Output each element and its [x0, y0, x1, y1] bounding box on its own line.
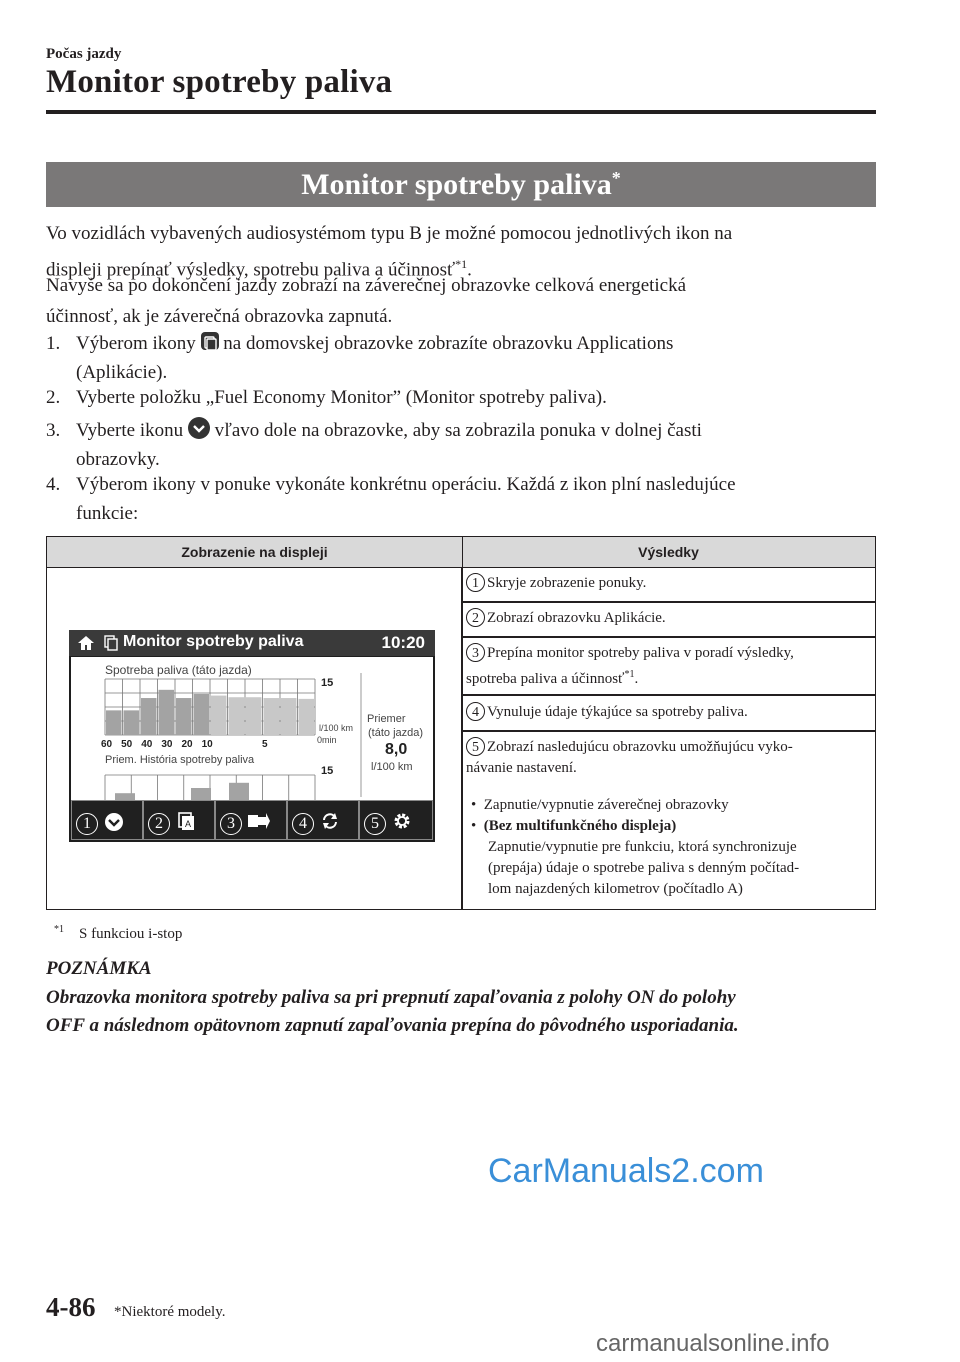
intro-paragraph-2 — [46, 270, 876, 332]
row-divider — [463, 636, 875, 638]
applications-icon — [103, 635, 119, 651]
screen-clock: 10:20 — [381, 633, 425, 652]
step-text: (Aplikácie). — [76, 362, 168, 383]
x-tick-label: 60 — [101, 739, 113, 750]
intro-line: účinnosť, ak je záverečná obrazovka zapnutá. — [46, 306, 393, 327]
cell-text: spotreba paliva a účinnosť — [466, 671, 625, 687]
cell-text: Zobrazí nasledujúcu obrazovku umožňujúcu vyko- — [487, 739, 793, 755]
row-divider — [463, 601, 875, 603]
step-number: 3. — [46, 420, 61, 441]
screen-panel — [71, 657, 433, 802]
y-max-label: 15 — [321, 677, 334, 689]
step-text: na domovskej obrazovke zobrazíte obrazovku Applications — [223, 333, 674, 354]
table-row — [463, 737, 875, 779]
history-bar — [229, 783, 249, 801]
step-text: Výberom ikony v ponuke vykonáte konkrétnu operáciu. Každá z ikon plní nasledujúce — [76, 474, 736, 495]
x-tick-label: 50 — [121, 739, 133, 750]
footnote-ref: *1 — [624, 669, 635, 680]
home-icon — [77, 634, 95, 652]
row-divider — [463, 730, 875, 732]
section-title-mark: * — [611, 168, 621, 188]
column-header: Výsledky — [638, 544, 699, 560]
x-tick-label: 10 — [201, 739, 213, 750]
cell-text: Zobrazí obrazovku Aplikácie. — [487, 610, 666, 626]
average-sublabel: (táto jazda) — [368, 727, 424, 739]
consumption-bar — [264, 698, 280, 735]
chart-label: Spotreba paliva (táto jazda) — [105, 663, 252, 677]
consumption-bar — [159, 690, 175, 735]
bullet-subtext: lom najazdených kilometrov (počítadlo A) — [488, 881, 743, 897]
step-text: funkcie: — [76, 503, 139, 524]
callout-number: 2 — [466, 608, 485, 627]
reset-icon — [320, 811, 340, 831]
note-line: OFF a následnom opätovnom zapnutí zapaľovania prepína do pôvodného usporiadania. — [46, 1015, 739, 1036]
intro-text: . — [467, 259, 472, 281]
section-title: Monitor spotreby paliva — [301, 168, 612, 201]
column-header: Zobrazenie na displeji — [47, 537, 463, 567]
average-value: 8,0 — [385, 741, 408, 758]
switch-view-button[interactable] — [215, 800, 287, 840]
watermark: CarManuals2.com — [488, 1152, 764, 1190]
applications-button[interactable] — [143, 800, 215, 840]
heading-rule — [46, 110, 876, 114]
step-text: vľavo dole na obrazovke, aby sa zobrazila ponuka v dolnej časti — [214, 420, 702, 441]
history-y-max-label: 15 — [321, 765, 334, 777]
consumption-bar — [281, 698, 297, 735]
intro-line: Navyše sa po dokončení jazdy zobrazí na záverečnej obrazovke celková energetická — [46, 275, 687, 296]
callout-number: 3 — [466, 643, 485, 662]
consumption-bar — [141, 698, 157, 735]
cell-text: návanie nastavení. — [466, 760, 577, 776]
page-title: Monitor spotreby paliva — [46, 64, 393, 100]
bullet-subtext: (prepája) údaje o spotrebe paliva s denným počítad- — [488, 860, 800, 876]
section-banner — [46, 162, 876, 207]
callout-number: 1 — [466, 573, 485, 592]
step-number: 2. — [46, 387, 61, 408]
x-tick-label: 30 — [161, 739, 173, 750]
footnote — [54, 924, 182, 943]
table-row — [463, 608, 875, 629]
callout-number: 3 — [220, 813, 242, 835]
table-row — [463, 643, 875, 690]
footnote-ref: *1 — [54, 924, 64, 935]
note-text — [46, 984, 876, 1040]
step-text: Vyberte položku „Fuel Economy Monitor” (Monitor spotreby paliva). — [76, 387, 607, 408]
table-row — [463, 702, 875, 723]
bullet-item — [471, 816, 883, 837]
cell-text: Skryje zobrazenie ponuky. — [487, 575, 647, 591]
zero-label: 0min — [317, 735, 337, 745]
bullet-item — [471, 795, 883, 816]
step-number: 4. — [46, 474, 61, 495]
consumption-bar — [211, 696, 227, 735]
note-title: POZNÁMKA — [46, 958, 152, 979]
footnote-text: S funkciou i-stop — [79, 926, 183, 942]
screen-title: Monitor spotreby paliva — [123, 633, 304, 650]
x-tick-label: 40 — [141, 739, 153, 750]
average-label: Priemer — [367, 713, 406, 725]
footnote-ref: *1 — [455, 257, 468, 271]
intro-line: Vo vozidlách vybavených audiosystémom typu B je možné pomocou jednotlivých ikon na — [46, 223, 733, 244]
unit-label: l/100 km — [319, 723, 354, 733]
consumption-bar — [299, 699, 315, 735]
bullet-subtext: Zapnutie/vypnutie pre funkciu, ktorá synchronizuje — [488, 839, 797, 855]
bullet-text: Zapnutie/vypnutie záverečnej obrazovky — [483, 797, 729, 813]
cell-text: Prepína monitor spotreby paliva v poradí výsledky, — [487, 645, 794, 661]
screen-header — [69, 630, 435, 656]
chevron-down-icon — [188, 417, 210, 439]
consumption-bar — [106, 710, 122, 735]
display-illustration — [69, 630, 435, 842]
site-watermark: carmanualsonline.info — [596, 1330, 830, 1357]
bullet-mark: • — [471, 797, 477, 813]
table-row — [463, 573, 875, 594]
consumption-bar — [176, 698, 192, 735]
step-text: Výberom ikony — [76, 333, 196, 354]
chevron-down-icon — [104, 812, 124, 832]
bullet-mark: • — [471, 818, 477, 834]
settings-button[interactable] — [359, 800, 433, 840]
callout-number: 2 — [148, 813, 170, 835]
x-tick-label: 20 — [181, 739, 193, 750]
average-unit: l/100 km — [371, 761, 413, 773]
models-note: *Niektoré modely. — [114, 1304, 226, 1320]
chapter-label: Počas jazdy — [46, 46, 122, 62]
applications-icon — [176, 811, 196, 831]
intro-text: displeji prepínať výsledky, spotrebu paliva a účinnosť — [46, 259, 456, 281]
consumption-bar — [194, 694, 210, 735]
note-line: Obrazovka monitora spotreby paliva sa pri prepnutí zapaľovania z polohy ON do polohy — [46, 987, 736, 1008]
applications-icon — [201, 332, 219, 350]
cell-text: . — [634, 671, 639, 687]
consumption-bar — [229, 697, 245, 735]
step-text: obrazovky. — [76, 449, 160, 470]
page-number: 4-86 — [46, 1292, 96, 1322]
gear-icon — [392, 811, 412, 831]
step-number: 1. — [46, 333, 61, 354]
callout-number: 1 — [76, 813, 98, 835]
step-text: Vyberte ikonu — [76, 420, 184, 441]
bullet-text: (Bez multifunkčného displeja) — [483, 818, 677, 834]
callout-number: 4 — [292, 813, 314, 835]
callout-number: 5 — [364, 813, 386, 835]
consumption-bar — [246, 697, 262, 735]
hide-menu-button[interactable] — [71, 800, 143, 840]
table-header — [47, 537, 875, 568]
consumption-bar — [124, 710, 140, 735]
reset-button[interactable] — [287, 800, 359, 840]
cell-text: Vynuluje údaje týkajúce sa spotreby paliva. — [487, 704, 748, 720]
callout-number: 5 — [466, 737, 485, 756]
history-label: Priem. História spotreby paliva — [105, 754, 255, 766]
x-tick-label: 5 — [262, 739, 268, 750]
row-divider — [463, 694, 875, 696]
callout-number: 4 — [466, 702, 485, 721]
screen-menu — [71, 800, 433, 840]
svg-text:A: A — [184, 819, 192, 829]
switch-icon — [246, 811, 270, 831]
